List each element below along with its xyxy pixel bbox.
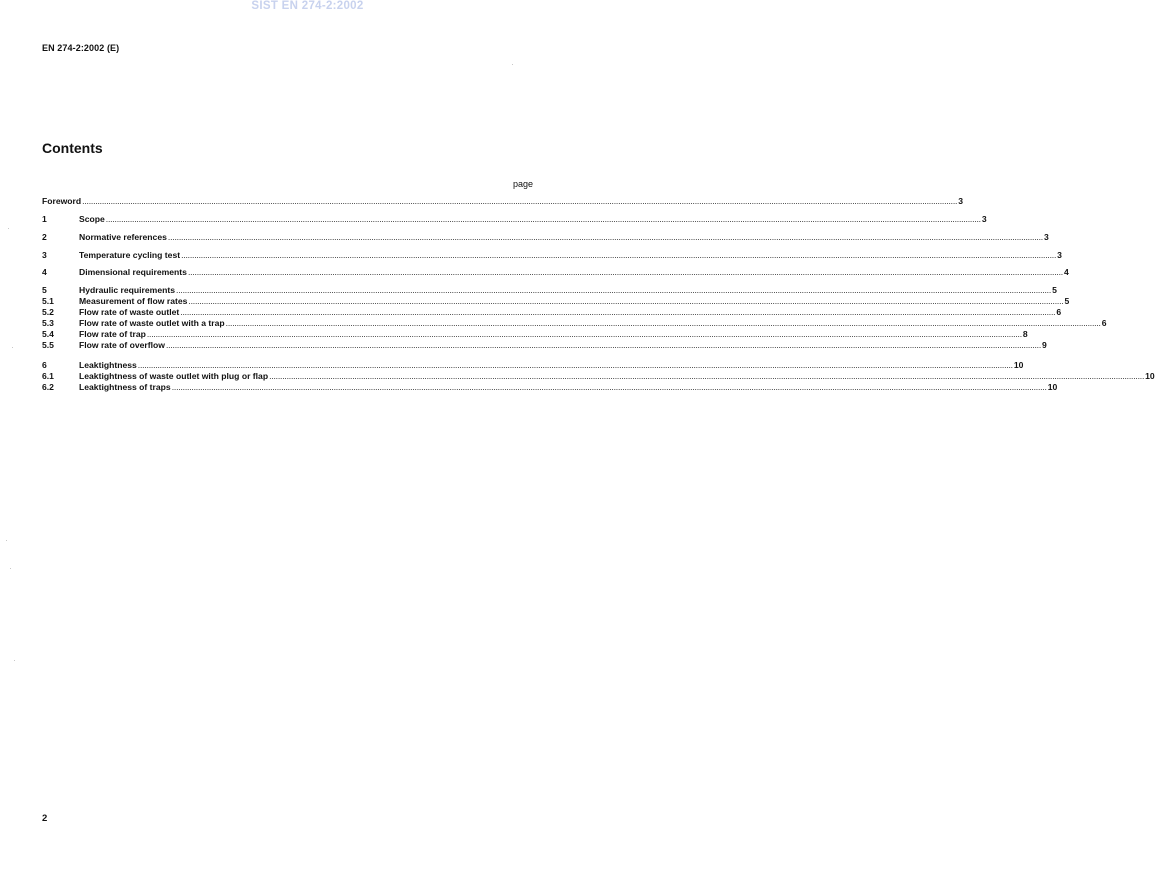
toc-dot-leader: ................................................................................................................................................................................................................................................................................................................................................................................................................ [167,232,1043,242]
toc-entry-page: 10 [1013,360,1024,370]
toc-entry-title: Leaktightness of traps [79,382,171,392]
footer-page-number: 2 [42,813,48,824]
toc-entry-title: Temperature cycling test [79,250,181,260]
toc-entry-number: 5.3 [42,318,54,328]
toc-entry-number: 6.2 [42,382,54,392]
toc-entry-title: Leaktightness of waste outlet with plug or flap [79,371,269,381]
toc-entry-page: 10 [1047,382,1058,392]
toc-entry-page: 5 [1064,296,1070,306]
toc-entry-page: 6 [1056,307,1062,317]
toc-dot-leader: ................................................................................................................................................................................................................................................................................................................................................................................................................ [188,296,1064,306]
toc-entry-title: Hydraulic requirements [79,285,175,295]
toc-entry[interactable] [42,250,1062,261]
page-title: Contents [42,140,103,156]
toc-entry-page: 3 [981,214,987,224]
toc-entry-number: 6 [42,360,47,370]
toc-entry-number: 4 [42,267,47,277]
toc-entry-page: 6 [1101,318,1107,328]
toc-dot-leader: ................................................................................................................................................................................................................................................................................................................................................................................................................ [82,196,958,206]
toc-entry[interactable] [42,360,1024,371]
toc-dot-leader: ................................................................................................................................................................................................................................................................................................................................................................................................................ [187,267,1063,277]
document-identifier: EN 274-2:2002 (E) [42,43,120,53]
toc-entry-page: 9 [1042,340,1047,350]
toc-entry-title: Dimensional requirements [79,267,187,277]
toc-entry-title: Measurement of flow rates [79,296,188,306]
toc-dot-leader: ................................................................................................................................................................................................................................................................................................................................................................................................................ [180,307,1056,317]
toc-entry-page: 10 [1145,371,1155,381]
toc-entry-number: 5.2 [42,307,54,317]
scan-speck [12,347,13,348]
toc-dot-leader: ................................................................................................................................................................................................................................................................................................................................................................................................................ [137,360,1013,370]
toc-entry[interactable] [42,340,1047,351]
toc-entry-title: Normative references [79,232,167,242]
toc-entry-title: Foreword [42,196,82,206]
toc-entry-page: 4 [1064,267,1069,277]
toc-entry-page: 8 [1022,329,1028,339]
toc-dot-leader: ................................................................................................................................................................................................................................................................................................................................................................................................................ [225,318,1101,328]
scan-speck [8,228,9,229]
toc-entry-number: 1 [42,214,47,224]
toc-entry-number: 5.4 [42,329,54,339]
toc-entry[interactable] [42,232,1049,243]
toc-entry-title: Flow rate of trap [79,329,146,339]
toc-entry-title: Leaktightness [79,360,137,370]
page-column-label: page [513,179,534,189]
toc-entry-foreword[interactable] [42,196,963,207]
toc-entry-number: 5.5 [42,340,54,350]
scan-speck [512,64,513,65]
toc-entry-title: Flow rate of waste outlet with a trap [79,318,225,328]
toc-dot-leader: ................................................................................................................................................................................................................................................................................................................................................................................................................ [105,214,981,224]
toc-entry[interactable] [42,285,1057,296]
toc-entry-page: 3 [958,196,963,206]
toc-dot-leader: ................................................................................................................................................................................................................................................................................................................................................................................................................ [269,371,1145,381]
toc-entry-page: 5 [1052,285,1057,295]
toc-entry-page: 3 [1043,232,1049,242]
toc-entry-title: Scope [79,214,105,224]
toc-entry-number: 3 [42,250,47,260]
toc-entry[interactable] [42,296,1070,307]
toc-entry[interactable] [42,329,1028,340]
toc-entry-number: 2 [42,232,47,242]
toc-dot-leader: ................................................................................................................................................................................................................................................................................................................................................................................................................ [181,250,1057,260]
toc-entry[interactable] [42,371,1155,382]
scan-speck [6,540,7,541]
toc-dot-leader: ................................................................................................................................................................................................................................................................................................................................................................................................................ [171,382,1047,392]
watermark-header: SIST EN 274-2:2002 [251,0,364,12]
toc-entry-number: 5.1 [42,296,54,306]
toc-entry[interactable] [42,382,1058,393]
scan-speck [14,660,15,661]
toc-entry-number: 6.1 [42,371,54,381]
toc-entry[interactable] [42,318,1107,329]
toc-entry-title: Flow rate of overflow [79,340,165,350]
toc-dot-leader: ................................................................................................................................................................................................................................................................................................................................................................................................................ [165,340,1042,350]
toc-dot-leader: ................................................................................................................................................................................................................................................................................................................................................................................................................ [146,329,1022,339]
toc-entry[interactable] [42,307,1062,318]
toc-entry-page: 3 [1057,250,1062,260]
toc-entry-title: Flow rate of waste outlet [79,307,180,317]
scan-speck [10,568,11,569]
toc-entry-number: 5 [42,285,47,295]
toc-entry[interactable] [42,214,987,225]
toc-dot-leader: ................................................................................................................................................................................................................................................................................................................................................................................................................ [176,285,1052,295]
toc-entry[interactable] [42,267,1069,278]
